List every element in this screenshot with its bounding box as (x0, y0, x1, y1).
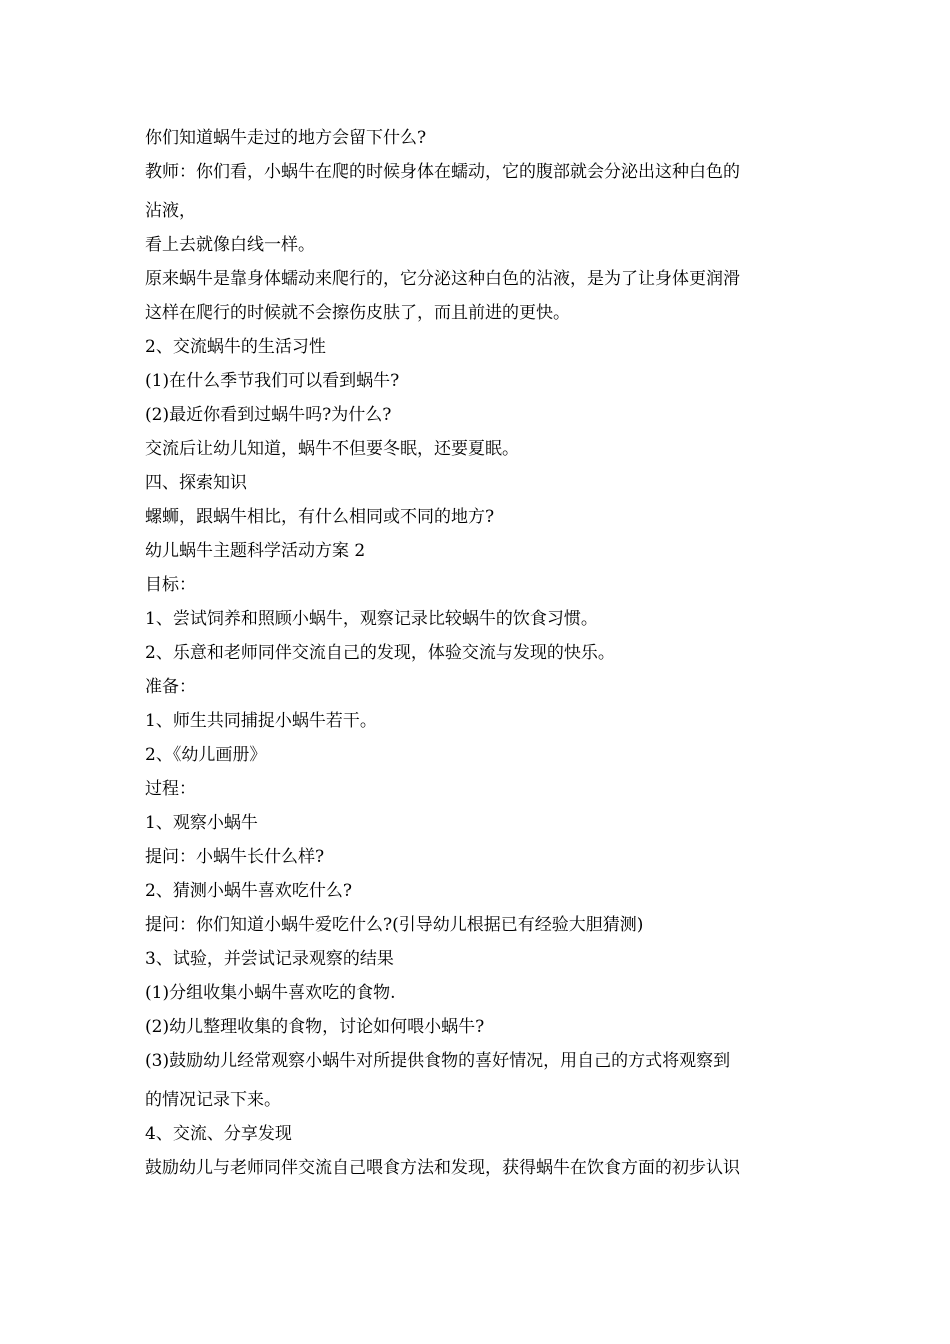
text-line: 看上去就像白线一样。 (145, 235, 315, 255)
text-line: 教师：你们看，小蜗牛在爬的时候身体在蠕动，它的腹部就会分泌出这种白色的 (145, 162, 740, 182)
text-line: 交流后让幼儿知道，蜗牛不但要冬眠，还要夏眠。 (145, 439, 519, 459)
text-line: (1)在什么季节我们可以看到蜗牛? (145, 371, 400, 391)
text-line: 2、乐意和老师同伴交流自己的发现，体验交流与发现的快乐。 (145, 643, 615, 663)
section-heading: 过程： (145, 779, 196, 799)
text-line: 的情况记录下来。 (145, 1090, 281, 1110)
text-line: 1、师生共同捕捉小蜗牛若干。 (145, 711, 377, 731)
section-heading: 四、探索知识 (145, 473, 247, 493)
text-line: (3)鼓励幼儿经常观察小蜗牛对所提供食物的喜好情况，用自己的方式将观察到 (145, 1051, 731, 1071)
document-body (145, 124, 810, 1188)
section-heading: 准备： (145, 677, 196, 697)
text-line: 2、《幼儿画册》 (145, 745, 267, 765)
text-line: (1)分组收集小蜗牛喜欢吃的食物. (145, 983, 396, 1003)
text-line: 2、猜测小蜗牛喜欢吃什么? (145, 881, 352, 901)
text-line: 提问：小蜗牛长什么样? (145, 847, 325, 867)
text-line: 沾液， (145, 201, 196, 221)
text-line: 1、观察小蜗牛 (145, 813, 258, 833)
text-line: 螺蛳，跟蜗牛相比，有什么相同或不同的地方? (145, 507, 495, 527)
section-heading: 目标： (145, 575, 196, 595)
text-line: 原来蜗牛是靠身体蠕动来爬行的，它分泌这种白色的沾液，是为了让身体更润滑 (145, 269, 740, 289)
plan-title: 幼儿蜗牛主题科学活动方案 2 (145, 541, 366, 561)
section-heading: 2、交流蜗牛的生活习性 (145, 337, 326, 357)
text-line: 1、尝试饲养和照顾小蜗牛，观察记录比较蜗牛的饮食习惯。 (145, 609, 598, 629)
text-line: (2)幼儿整理收集的食物，讨论如何喂小蜗牛? (145, 1017, 485, 1037)
text-line: 4、交流、分享发现 (145, 1124, 292, 1144)
text-line: 你们知道蜗牛走过的地方会留下什么? (145, 128, 427, 148)
text-line: 3、试验，并尝试记录观察的结果 (145, 949, 394, 969)
text-line: (2)最近你看到过蜗牛吗?为什么? (145, 405, 392, 425)
text-line: 这样在爬行的时候就不会擦伤皮肤了，而且前进的更快。 (145, 303, 570, 323)
text-line: 提问：你们知道小蜗牛爱吃什么?(引导幼儿根据已有经验大胆猜测) (145, 915, 644, 935)
text-line: 鼓励幼儿与老师同伴交流自己喂食方法和发现，获得蜗牛在饮食方面的初步认识 (145, 1158, 740, 1178)
